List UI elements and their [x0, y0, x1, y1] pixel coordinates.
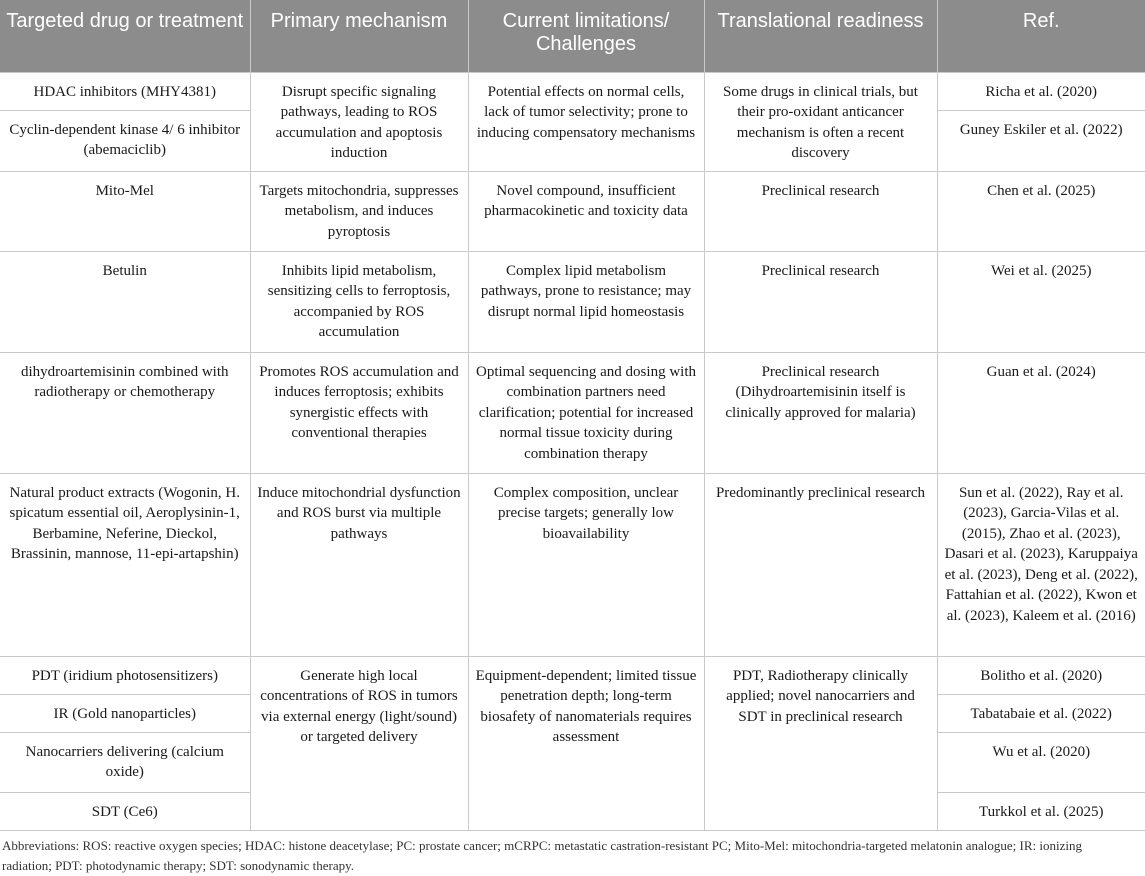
readiness-cell: Predominantly preclinical research: [704, 473, 937, 656]
drug-cell: Cyclin-dependent kinase 4/ 6 inhibitor (abemaciclib): [0, 110, 250, 171]
drug-cell: Natural product extracts (Wogonin, H. spicatum essential oil, Aeroplysinin-1, Berbamine, Neferine, Dieckol, Brassinin, mannose, 11-epi-artapshin): [0, 473, 250, 656]
readiness-cell: Preclinical research: [704, 171, 937, 251]
ref-cell: Chen et al. (2025): [937, 171, 1145, 251]
header-readiness: Translational readiness: [704, 0, 937, 72]
drug-cell: Mito-Mel: [0, 171, 250, 251]
table-row: [0, 656, 1145, 694]
limitations-cell: Complex composition, unclear precise targets; generally low bioavailability: [468, 473, 704, 656]
drug-cell: Betulin: [0, 251, 250, 352]
ref-cell: Guan et al. (2024): [937, 352, 1145, 473]
drug-cell: IR (Gold nanoparticles): [0, 694, 250, 732]
table-row: [0, 171, 1145, 251]
drug-cell: SDT (Ce6): [0, 792, 250, 830]
abbreviations-footnote: Abbreviations: ROS: reactive oxygen species; HDAC: histone deacetylase; PC: prostate cancer; mCRPC: metastatic castration-resistant PC; Mito-Mel: mitochondria-targeted melatonin analogue; IR: ionizing radiation; PDT: photodynamic therapy; SDT: sonodynamic therapy.: [2, 838, 1082, 873]
mechanism-cell: Inhibits lipid metabolism, sensitizing cells to ferroptosis, accompanied by ROS accumulation: [250, 251, 468, 352]
ref-cell: Richa et al. (2020): [937, 72, 1145, 110]
ref-cell: Bolitho et al. (2020): [937, 656, 1145, 694]
limitations-cell: Complex lipid metabolism pathways, prone to resistance; may disrupt normal lipid homeostasis: [468, 251, 704, 352]
ref-cell: Wu et al. (2020): [937, 732, 1145, 792]
readiness-cell: Some drugs in clinical trials, but their pro-oxidant anticancer mechanism is often a recent discovery: [704, 72, 937, 171]
table-row: [0, 251, 1145, 352]
ref-cell: Guney Eskiler et al. (2022): [937, 110, 1145, 171]
ref-cell: Turkkol et al. (2025): [937, 792, 1145, 830]
ref-cell: Tabatabaie et al. (2022): [937, 694, 1145, 732]
drug-cell: PDT (iridium photosensitizers): [0, 656, 250, 694]
header-row: [0, 0, 1145, 72]
table-row: [0, 72, 1145, 110]
drug-cell: HDAC inhibitors (MHY4381): [0, 72, 250, 110]
readiness-cell: PDT, Radiotherapy clinically applied; novel nanocarriers and SDT in preclinical research: [704, 656, 937, 830]
mechanism-cell: Generate high local concentrations of ROS in tumors via external energy (light/sound) or targeted delivery: [250, 656, 468, 830]
readiness-cell: Preclinical research: [704, 251, 937, 352]
ref-cell: Wei et al. (2025): [937, 251, 1145, 352]
limitations-cell: Equipment-dependent; limited tissue penetration depth; long-term biosafety of nanomaterials requires assessment: [468, 656, 704, 830]
header-limitations: Current limitations/ Challenges: [468, 0, 704, 72]
header-mechanism: Primary mechanism: [250, 0, 468, 72]
table-row: [0, 473, 1145, 656]
drug-cell: dihydroartemisinin combined with radiotherapy or chemotherapy: [0, 352, 250, 473]
readiness-cell: Preclinical research (Dihydroartemisinin itself is clinically approved for malaria): [704, 352, 937, 473]
limitations-cell: Novel compound, insufficient pharmacokinetic and toxicity data: [468, 171, 704, 251]
mechanism-cell: Induce mitochondrial dysfunction and ROS burst via multiple pathways: [250, 473, 468, 656]
header-drug: Targeted drug or treatment: [0, 0, 250, 72]
mechanism-cell: Targets mitochondria, suppresses metabolism, and induces pyroptosis: [250, 171, 468, 251]
limitations-cell: Potential effects on normal cells, lack of tumor selectivity; prone to inducing compensatory mechanisms: [468, 72, 704, 171]
mechanism-cell: Promotes ROS accumulation and induces ferroptosis; exhibits synergistic effects with conventional therapies: [250, 352, 468, 473]
limitations-cell: Optimal sequencing and dosing with combination partners need clarification; potential for increased normal tissue toxicity during combination therapy: [468, 352, 704, 473]
header-ref: Ref.: [937, 0, 1145, 72]
drug-cell: Nanocarriers delivering (calcium oxide): [0, 732, 250, 792]
mechanism-cell: Disrupt specific signaling pathways, leading to ROS accumulation and apoptosis induction: [250, 72, 468, 171]
table-row: [0, 352, 1145, 473]
ref-cell: Sun et al. (2022), Ray et al. (2023), Garcia-Vilas et al. (2015), Zhao et al. (2023), Dasari et al. (2023), Karuppaiya et al. (2023), Deng et al. (2022), Fattahian et al. (2022), Kwon et al. (2023), Kaleem et al. (2016): [937, 473, 1145, 656]
